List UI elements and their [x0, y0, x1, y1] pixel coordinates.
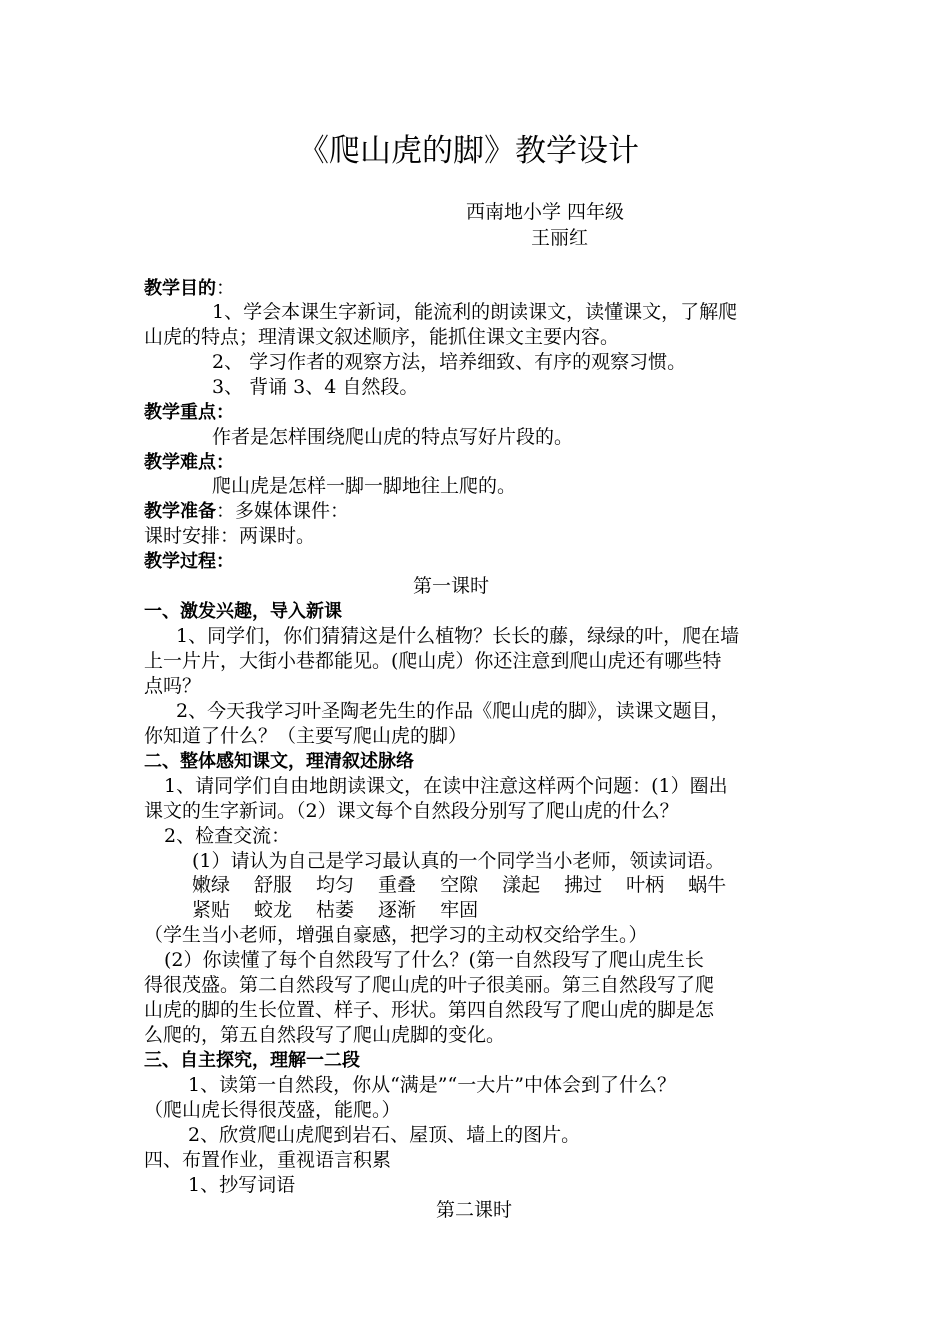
s2-p1-a: 1、请同学们自由地朗读课文，在读中注意这样两个问题：(1）圈出: [164, 775, 728, 797]
goal-3: 3、 背诵 3、4 自然段。: [212, 376, 419, 398]
vocab-word: 均匀: [316, 874, 355, 896]
section4-heading: 四、布置作业，重视语言积累: [144, 1149, 392, 1171]
difficulty-text: 爬山虎是怎样一脚一脚地往上爬的。: [212, 475, 517, 497]
s1-p1-c: 点吗？: [144, 675, 202, 697]
section1-heading: 一、激发兴趣，导入新课: [144, 601, 342, 622]
goal-1-line-b: 山虎的特点；理清课文叙述顺序，能抓住课文主要内容。: [144, 326, 620, 348]
goal-2: 2、 学习作者的观察方法，培养细致、有序的观察习惯。: [212, 351, 687, 373]
vocab-row-2: [192, 898, 478, 923]
s2-p3: (1）请认为自己是学习最认真的一个同学当小老师，领读词语。: [192, 850, 725, 872]
s2-note: （学生当小老师，增强自豪感，把学习的主动权交给学生。）: [144, 924, 648, 946]
s2-p4-c: 山虎的脚的生长位置、样子、形状。第四自然段写了爬山虎的脚是怎: [144, 999, 715, 1021]
s1-p2-a: 2、今天我学习叶圣陶老先生的作品《爬山虎的脚》，读课文题目，: [176, 700, 730, 722]
section3-heading: 三、自主探究，理解一二段: [144, 1050, 360, 1071]
section2-heading: 二、整体感知课文，理清叙述脉络: [144, 751, 414, 772]
vocab-word: 空隙: [440, 874, 479, 896]
prep-text: ：多媒体课件：: [216, 500, 350, 522]
process-heading: 教学过程：: [144, 551, 234, 572]
s1-p1-b: 上一片片，大街小巷都能见。(爬山虎）你还注意到爬山虎还有哪些特: [144, 650, 722, 672]
s2-p4-a: (2）你读懂了每个自然段写了什么？(第一自然段写了爬山虎生长: [164, 949, 704, 971]
vocab-word: 逐渐: [378, 899, 417, 921]
vocab-word: 漾起: [502, 874, 541, 896]
lesson1-title: 第一课时: [413, 575, 490, 597]
prep-heading: 教学准备: [144, 501, 216, 522]
goals-heading-label: 教学目的: [144, 278, 216, 299]
prep-line: [144, 499, 349, 524]
vocab-word: 蛟龙: [254, 899, 293, 921]
lesson2-title: 第二课时: [436, 1199, 513, 1221]
vocab-word: 舒服: [254, 874, 293, 896]
goals-heading-colon: ：: [216, 277, 236, 299]
author-line: 王丽红: [531, 227, 589, 249]
school-line: 西南地小学 四年级: [466, 201, 625, 223]
s3-p2: 2、欣赏爬山虎爬到岩石、屋顶、墙上的图片。: [188, 1124, 581, 1146]
schedule-line: 课时安排：两课时。: [144, 525, 316, 547]
key-point-heading: 教学重点：: [144, 402, 234, 423]
document-title: 《爬山虎的脚》教学设计: [298, 133, 639, 169]
goal-1-line-a: 1、学会本课生字新词，能流利的朗读课文，读懂课文，了解爬: [212, 301, 738, 323]
vocab-word: 重叠: [378, 874, 417, 896]
goals-heading: [144, 276, 235, 301]
vocab-word: 嫩绿: [192, 874, 231, 896]
s3-p1-a: 1、读第一自然段，你从“满是”“一大片”中体会到了什么？: [188, 1074, 676, 1096]
vocab-word: 叶柄: [626, 874, 665, 896]
s4-p1: 1、抄写词语: [188, 1174, 296, 1196]
vocab-word: 紧贴: [192, 899, 231, 921]
s3-p1-b: （爬山虎长得很茂盛，能爬。）: [144, 1099, 401, 1121]
vocab-word: 拂过: [564, 874, 603, 896]
vocab-word: 枯萎: [316, 899, 355, 921]
s1-p2-b: 你知道了什么？（主要写爬山虎的脚）: [144, 725, 468, 747]
vocab-row-1: [192, 873, 726, 898]
s2-p2: 2、检查交流：: [164, 825, 291, 847]
s2-p4-d: 么爬的，第五自然段写了爬山虎脚的变化。: [144, 1024, 506, 1046]
key-point-text: 作者是怎样围绕爬山虎的特点写好片段的。: [212, 426, 574, 448]
s1-p1-a: 1、同学们，你们猜猜这是什么植物？长长的藤，绿绿的叶，爬在墙: [176, 625, 740, 647]
s2-p1-b: 课文的生字新词。（2）课文每个自然段分别写了爬山虎的什么？: [144, 800, 679, 822]
s2-p4-b: 得很茂盛。第二自然段写了爬山虎的叶子很美丽。第三自然段写了爬: [144, 974, 715, 996]
vocab-word: 牢固: [440, 899, 479, 921]
difficulty-heading: 教学难点：: [144, 452, 234, 473]
vocab-word: 蜗牛: [688, 874, 727, 896]
